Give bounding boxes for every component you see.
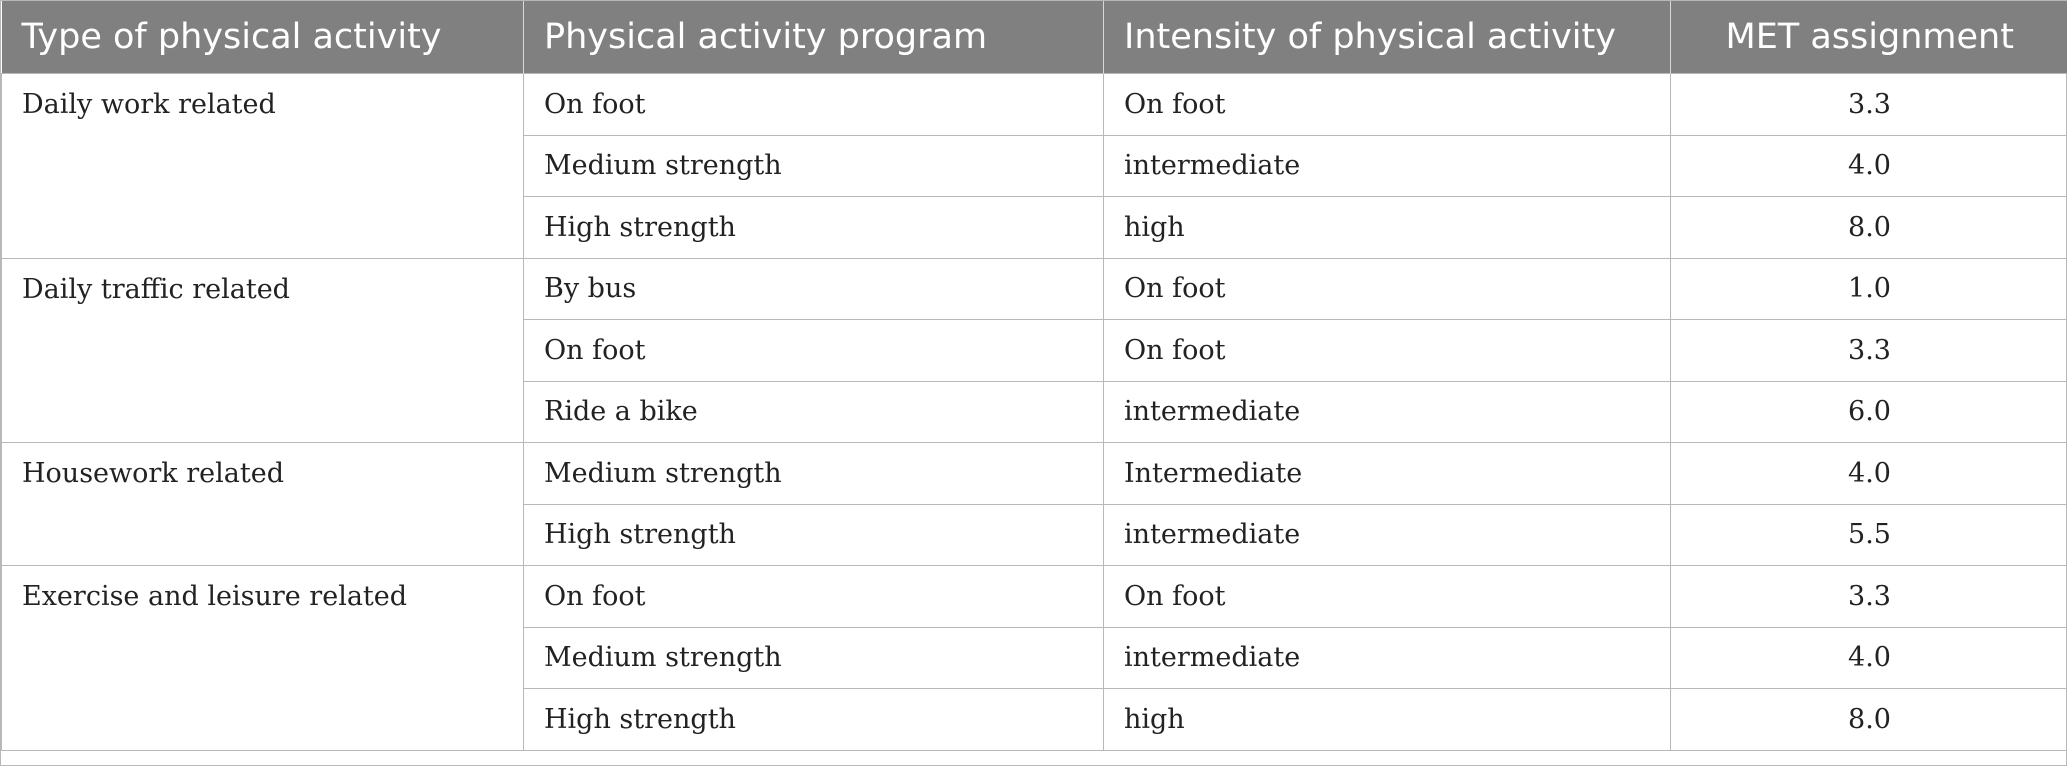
met-cell: 4.0 bbox=[1671, 443, 2067, 505]
header-program: Physical activity program bbox=[524, 1, 1104, 74]
intensity-cell: intermediate bbox=[1104, 381, 1671, 443]
group-type-cell: Housework related bbox=[2, 443, 524, 566]
intensity-cell: Intermediate bbox=[1104, 443, 1671, 505]
met-cell: 5.5 bbox=[1671, 504, 2067, 566]
met-cell: 1.0 bbox=[1671, 258, 2067, 320]
header-intensity: Intensity of physical activity bbox=[1104, 1, 1671, 74]
program-cell: Ride a bike bbox=[524, 381, 1104, 443]
table-row bbox=[2, 566, 2067, 628]
met-cell: 8.0 bbox=[1671, 197, 2067, 259]
program-cell: Medium strength bbox=[524, 443, 1104, 505]
program-cell: High strength bbox=[524, 197, 1104, 259]
table-row bbox=[2, 74, 2067, 136]
met-table-grid bbox=[1, 1, 2067, 751]
program-cell: High strength bbox=[524, 504, 1104, 566]
met-cell: 4.0 bbox=[1671, 135, 2067, 197]
program-cell: Medium strength bbox=[524, 627, 1104, 689]
met-cell: 8.0 bbox=[1671, 689, 2067, 751]
program-cell: High strength bbox=[524, 689, 1104, 751]
intensity-cell: intermediate bbox=[1104, 504, 1671, 566]
intensity-cell: On foot bbox=[1104, 74, 1671, 136]
program-cell: By bus bbox=[524, 258, 1104, 320]
program-cell: Medium strength bbox=[524, 135, 1104, 197]
group-type-cell: Daily traffic related bbox=[2, 258, 524, 443]
header-met: MET assignment bbox=[1671, 1, 2067, 74]
header-type: Type of physical activity bbox=[2, 1, 524, 74]
table-header-row bbox=[2, 1, 2067, 74]
program-cell: On foot bbox=[524, 566, 1104, 628]
group-type-cell: Daily work related bbox=[2, 74, 524, 259]
program-cell: On foot bbox=[524, 74, 1104, 136]
group-type-cell: Exercise and leisure related bbox=[2, 566, 524, 751]
intensity-cell: On foot bbox=[1104, 320, 1671, 382]
intensity-cell: On foot bbox=[1104, 258, 1671, 320]
table-row bbox=[2, 258, 2067, 320]
program-cell: On foot bbox=[524, 320, 1104, 382]
intensity-cell: high bbox=[1104, 197, 1671, 259]
intensity-cell: On foot bbox=[1104, 566, 1671, 628]
met-cell: 3.3 bbox=[1671, 74, 2067, 136]
intensity-cell: high bbox=[1104, 689, 1671, 751]
met-cell: 6.0 bbox=[1671, 381, 2067, 443]
met-cell: 3.3 bbox=[1671, 320, 2067, 382]
met-cell: 3.3 bbox=[1671, 566, 2067, 628]
intensity-cell: intermediate bbox=[1104, 627, 1671, 689]
table-row bbox=[2, 443, 2067, 505]
intensity-cell: intermediate bbox=[1104, 135, 1671, 197]
met-cell: 4.0 bbox=[1671, 627, 2067, 689]
